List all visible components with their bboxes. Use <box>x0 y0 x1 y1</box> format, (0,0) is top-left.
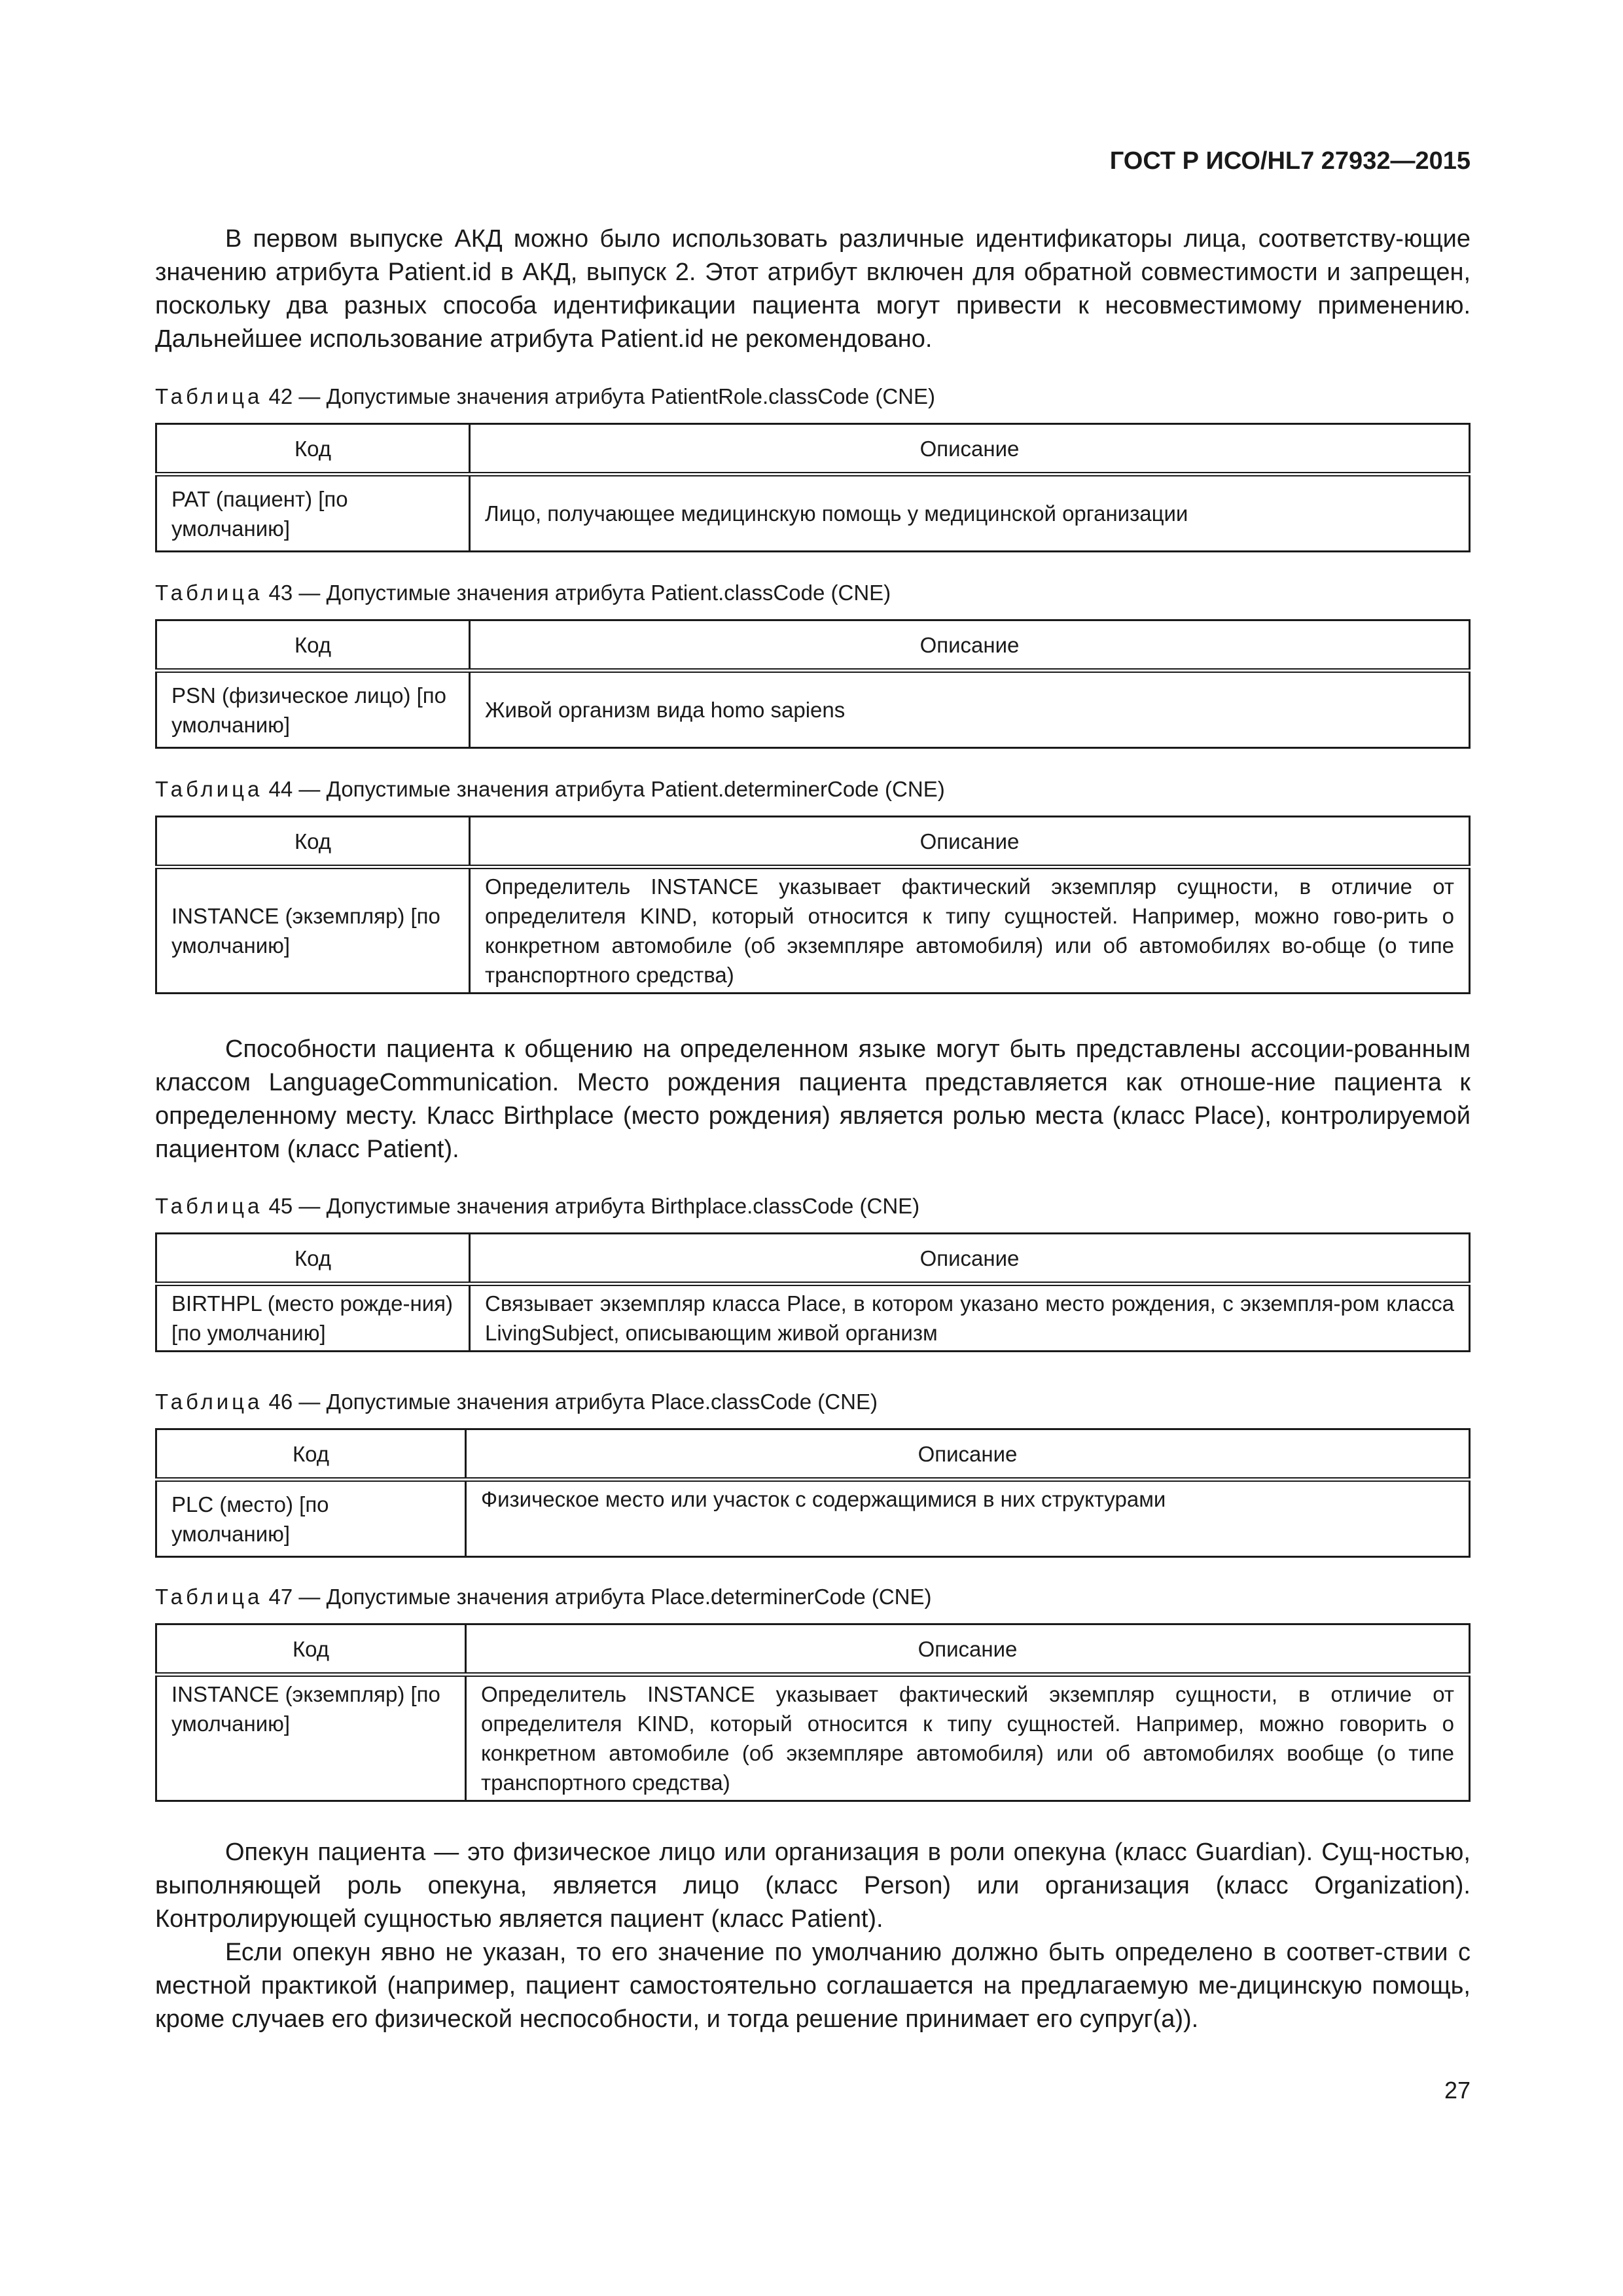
table-44 <box>155 816 1471 994</box>
table-47-block <box>155 1584 1471 1802</box>
column-header-code: Код <box>156 1624 466 1675</box>
table-caption-text: 45 — Допустимые значения атрибута Birthplace.classCode (CNE) <box>262 1194 920 1218</box>
standard-number: ГОСТ Р ИСО/HL7 27932—2015 <box>1109 147 1471 175</box>
table-caption-text: 47 — Допустимые значения атрибута Place.determinerCode (CNE) <box>262 1585 932 1609</box>
table-46 <box>155 1428 1471 1558</box>
table-45 <box>155 1232 1471 1352</box>
closing-section <box>155 1836 1471 2036</box>
middle-paragraph: Способности пациента к общению на определенном языке могут быть представлены ассоции-рованным классом LanguageCommunication. Место рождения пациента представляется как отноше-ние пациента к определенному месту. Класс Birthplace (место рождения) является ролью места (класс Place), контролируемой пациентом (класс Patient). <box>155 1035 1471 1163</box>
table-caption <box>155 776 1471 802</box>
table-row <box>156 1675 1470 1801</box>
table-row <box>156 867 1470 994</box>
intro-paragraph: В первом выпуске АКД можно было использовать различные идентификаторы лица, соответству-ющие значению атрибута Patient.id в АКД, выпуск 2. Этот атрибут включен для обратной совместимости и запрещен, поскольку два разных способа идентификации пациента могут привести к несовместимому применению. Дальнейшее использование атрибута Patient.id не рекомендовано. <box>155 225 1471 353</box>
table-caption-text: 44 — Допустимые значения атрибута Patient.determinerCode (CNE) <box>262 777 945 801</box>
middle-section <box>155 1033 1471 1166</box>
table-row <box>156 1480 1470 1557</box>
default-guardian-paragraph: Если опекун явно не указан, то его значение по умолчанию должно быть определено в соответ-ствии с местной практикой (например, пациент самостоятельно соглашается на предлагаемую ме-дицинскую помощь, кроме случаев его физической неспособности, и тогда решение принимает его супруг(а)). <box>155 1939 1471 2033</box>
table-43 <box>155 619 1471 749</box>
table-row <box>156 671 1470 748</box>
description-cell: Физическое место или участок с содержащимися в них структурами <box>466 1480 1470 1557</box>
column-header-description: Описание <box>470 620 1470 671</box>
column-header-description: Описание <box>466 1429 1470 1480</box>
table-46-block <box>155 1389 1471 1558</box>
table-caption <box>155 1584 1471 1610</box>
table-44-block <box>155 776 1471 994</box>
document-header <box>155 147 1471 175</box>
page-number: 27 <box>1444 2077 1471 2104</box>
table-caption <box>155 1193 1471 1219</box>
table-43-block <box>155 580 1471 749</box>
table-caption-text: 42 — Допустимые значения атрибута PatientRole.classCode (CNE) <box>262 384 936 408</box>
description-cell: Определитель INSTANCE указывает фактический экземпляр сущности, в отличие от определителя KIND, который относится к типу сущностей. Например, можно говорить о конкретном автомобиле (об экземпляре автомобиля) или об автомобилях вообще (о типе транспортного средства) <box>466 1675 1470 1801</box>
table-row <box>156 1284 1470 1352</box>
column-header-code: Код <box>156 817 470 867</box>
guardian-paragraph: Опекун пациента — это физическое лицо или организация в роли опекуна (класс Guardian). Сущ-ностью, выполняющей роль опекуна, является лицо (класс Person) или организация (класс Organization). Контролирующей сущностью является пациент (класс Patient). <box>155 1839 1471 1933</box>
table-47 <box>155 1623 1471 1802</box>
table-label: Таблица <box>155 1390 263 1414</box>
description-cell: Живой организм вида homo sapiens <box>470 671 1470 748</box>
table-42 <box>155 423 1471 552</box>
column-header-code: Код <box>156 1429 466 1480</box>
column-header-code: Код <box>156 424 470 475</box>
column-header-description: Описание <box>470 424 1470 475</box>
description-cell: Связывает экземпляр класса Place, в котором указано место рождения, с экземпля-ром класса LivingSubject, описывающим живой организм <box>470 1284 1470 1352</box>
table-row <box>156 475 1470 552</box>
table-label: Таблица <box>155 777 263 801</box>
table-caption <box>155 580 1471 606</box>
column-header-code: Код <box>156 620 470 671</box>
code-cell: PAT (пациент) [по умолчанию] <box>156 475 470 552</box>
table-label: Таблица <box>155 581 263 605</box>
table-caption-text: 43 — Допустимые значения атрибута Patient.classCode (CNE) <box>262 581 891 605</box>
code-cell: INSTANCE (экземпляр) [по умолчанию] <box>156 1675 466 1801</box>
column-header-description: Описание <box>470 1234 1470 1284</box>
table-caption <box>155 384 1471 410</box>
table-45-block <box>155 1193 1471 1352</box>
intro-section <box>155 223 1471 356</box>
description-cell: Лицо, получающее медицинскую помощь у медицинской организации <box>470 475 1470 552</box>
table-label: Таблица <box>155 384 263 408</box>
table-label: Таблица <box>155 1194 263 1218</box>
column-header-code: Код <box>156 1234 470 1284</box>
code-cell: INSTANCE (экземпляр) [по умолчанию] <box>156 867 470 994</box>
table-label: Таблица <box>155 1585 263 1609</box>
code-cell: PLC (место) [по умолчанию] <box>156 1480 466 1557</box>
table-42-block <box>155 384 1471 552</box>
column-header-description: Описание <box>466 1624 1470 1675</box>
table-caption <box>155 1389 1471 1415</box>
description-cell: Определитель INSTANCE указывает фактический экземпляр сущности, в отличие от определителя KIND, который относится к типу сущностей. Например, можно гово-рить о конкретном автомобиле (об экземпляре автомобиля) или об автомобилях во-обще (о типе транспортного средства) <box>470 867 1470 994</box>
table-caption-text: 46 — Допустимые значения атрибута Place.classCode (CNE) <box>262 1390 878 1414</box>
code-cell: BIRTHPL (место рожде-ния) [по умолчанию] <box>156 1284 470 1352</box>
column-header-description: Описание <box>470 817 1470 867</box>
code-cell: PSN (физическое лицо) [по умолчанию] <box>156 671 470 748</box>
